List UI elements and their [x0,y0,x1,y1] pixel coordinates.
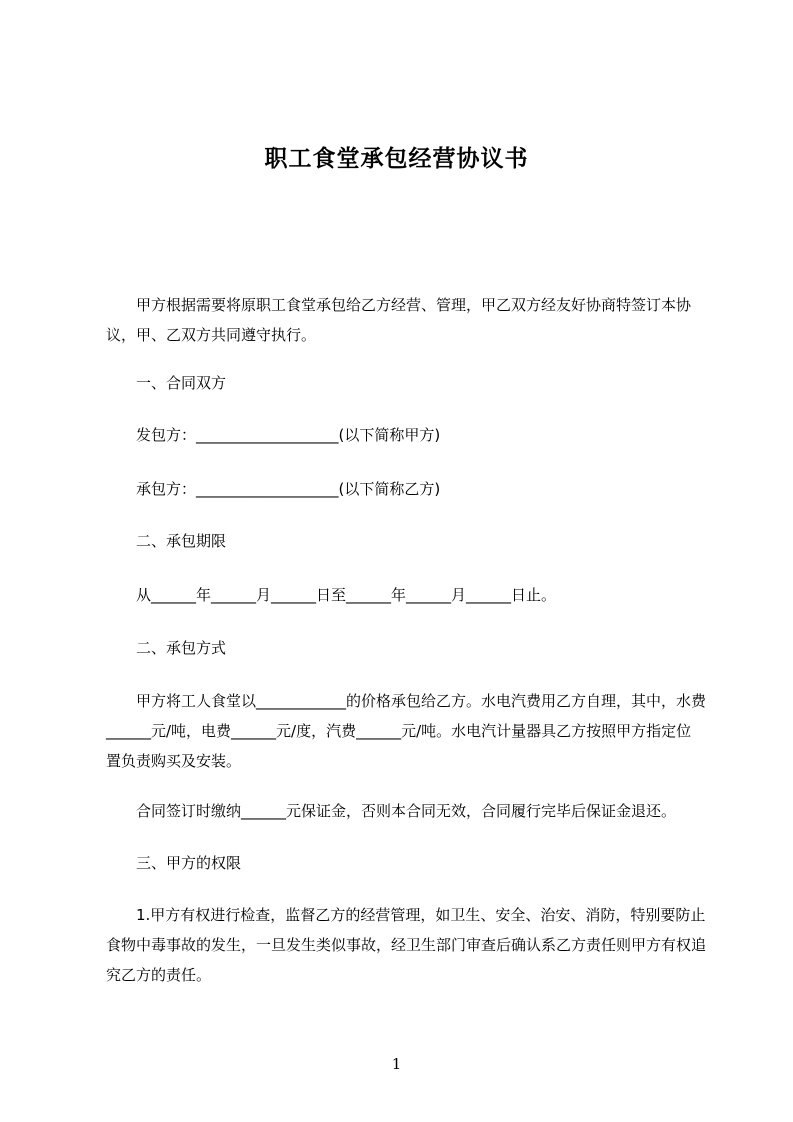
section-heading-period: 二、承包期限 [136,532,227,550]
document-title: 职工食堂承包经营协议书 [264,146,529,172]
rights-item-1: 1.甲方有权进行检查，监督乙方的经营管理，如卫生、安全、治安、消防，特别要防止食物中毒事故的发生，一旦发生类似事故，经卫生部门审查后确认系乙方责任则甲方有权追究乙方的责任。 [106,906,707,984]
page-number: 1 [391,1055,402,1073]
party-b-line: 承包方：___________________(以下简称乙方) [136,480,441,498]
contract-period-line: 从______年______月______日至______年______月______日止。 [136,586,557,604]
party-a-line: 发包方：___________________(以下简称甲方) [136,426,441,444]
method-paragraph-deposit: 合同签订时缴纳______元保证金，否则本合同无效，合同履行完毕后保证金退还。 [136,802,677,820]
section-heading-parties: 一、合同双方 [136,374,227,392]
method-paragraph-fees: 甲方将工人食堂以____________的价格承包给乙方。水电汽费用乙方自理，其中，水费______元/吨，电费______元/度，汽费______元/吨。水电汽计量器具乙方按照甲方指定位置负责购买及安装。 [106,692,707,770]
intro-paragraph: 甲方根据需要将原职工食堂承包给乙方经营、管理，甲乙双方经友好协商特签订本协议，甲、乙双方共同遵守执行。 [106,296,692,344]
section-heading-rights: 三、甲方的权限 [136,854,242,872]
section-heading-method: 二、承包方式 [136,639,227,657]
